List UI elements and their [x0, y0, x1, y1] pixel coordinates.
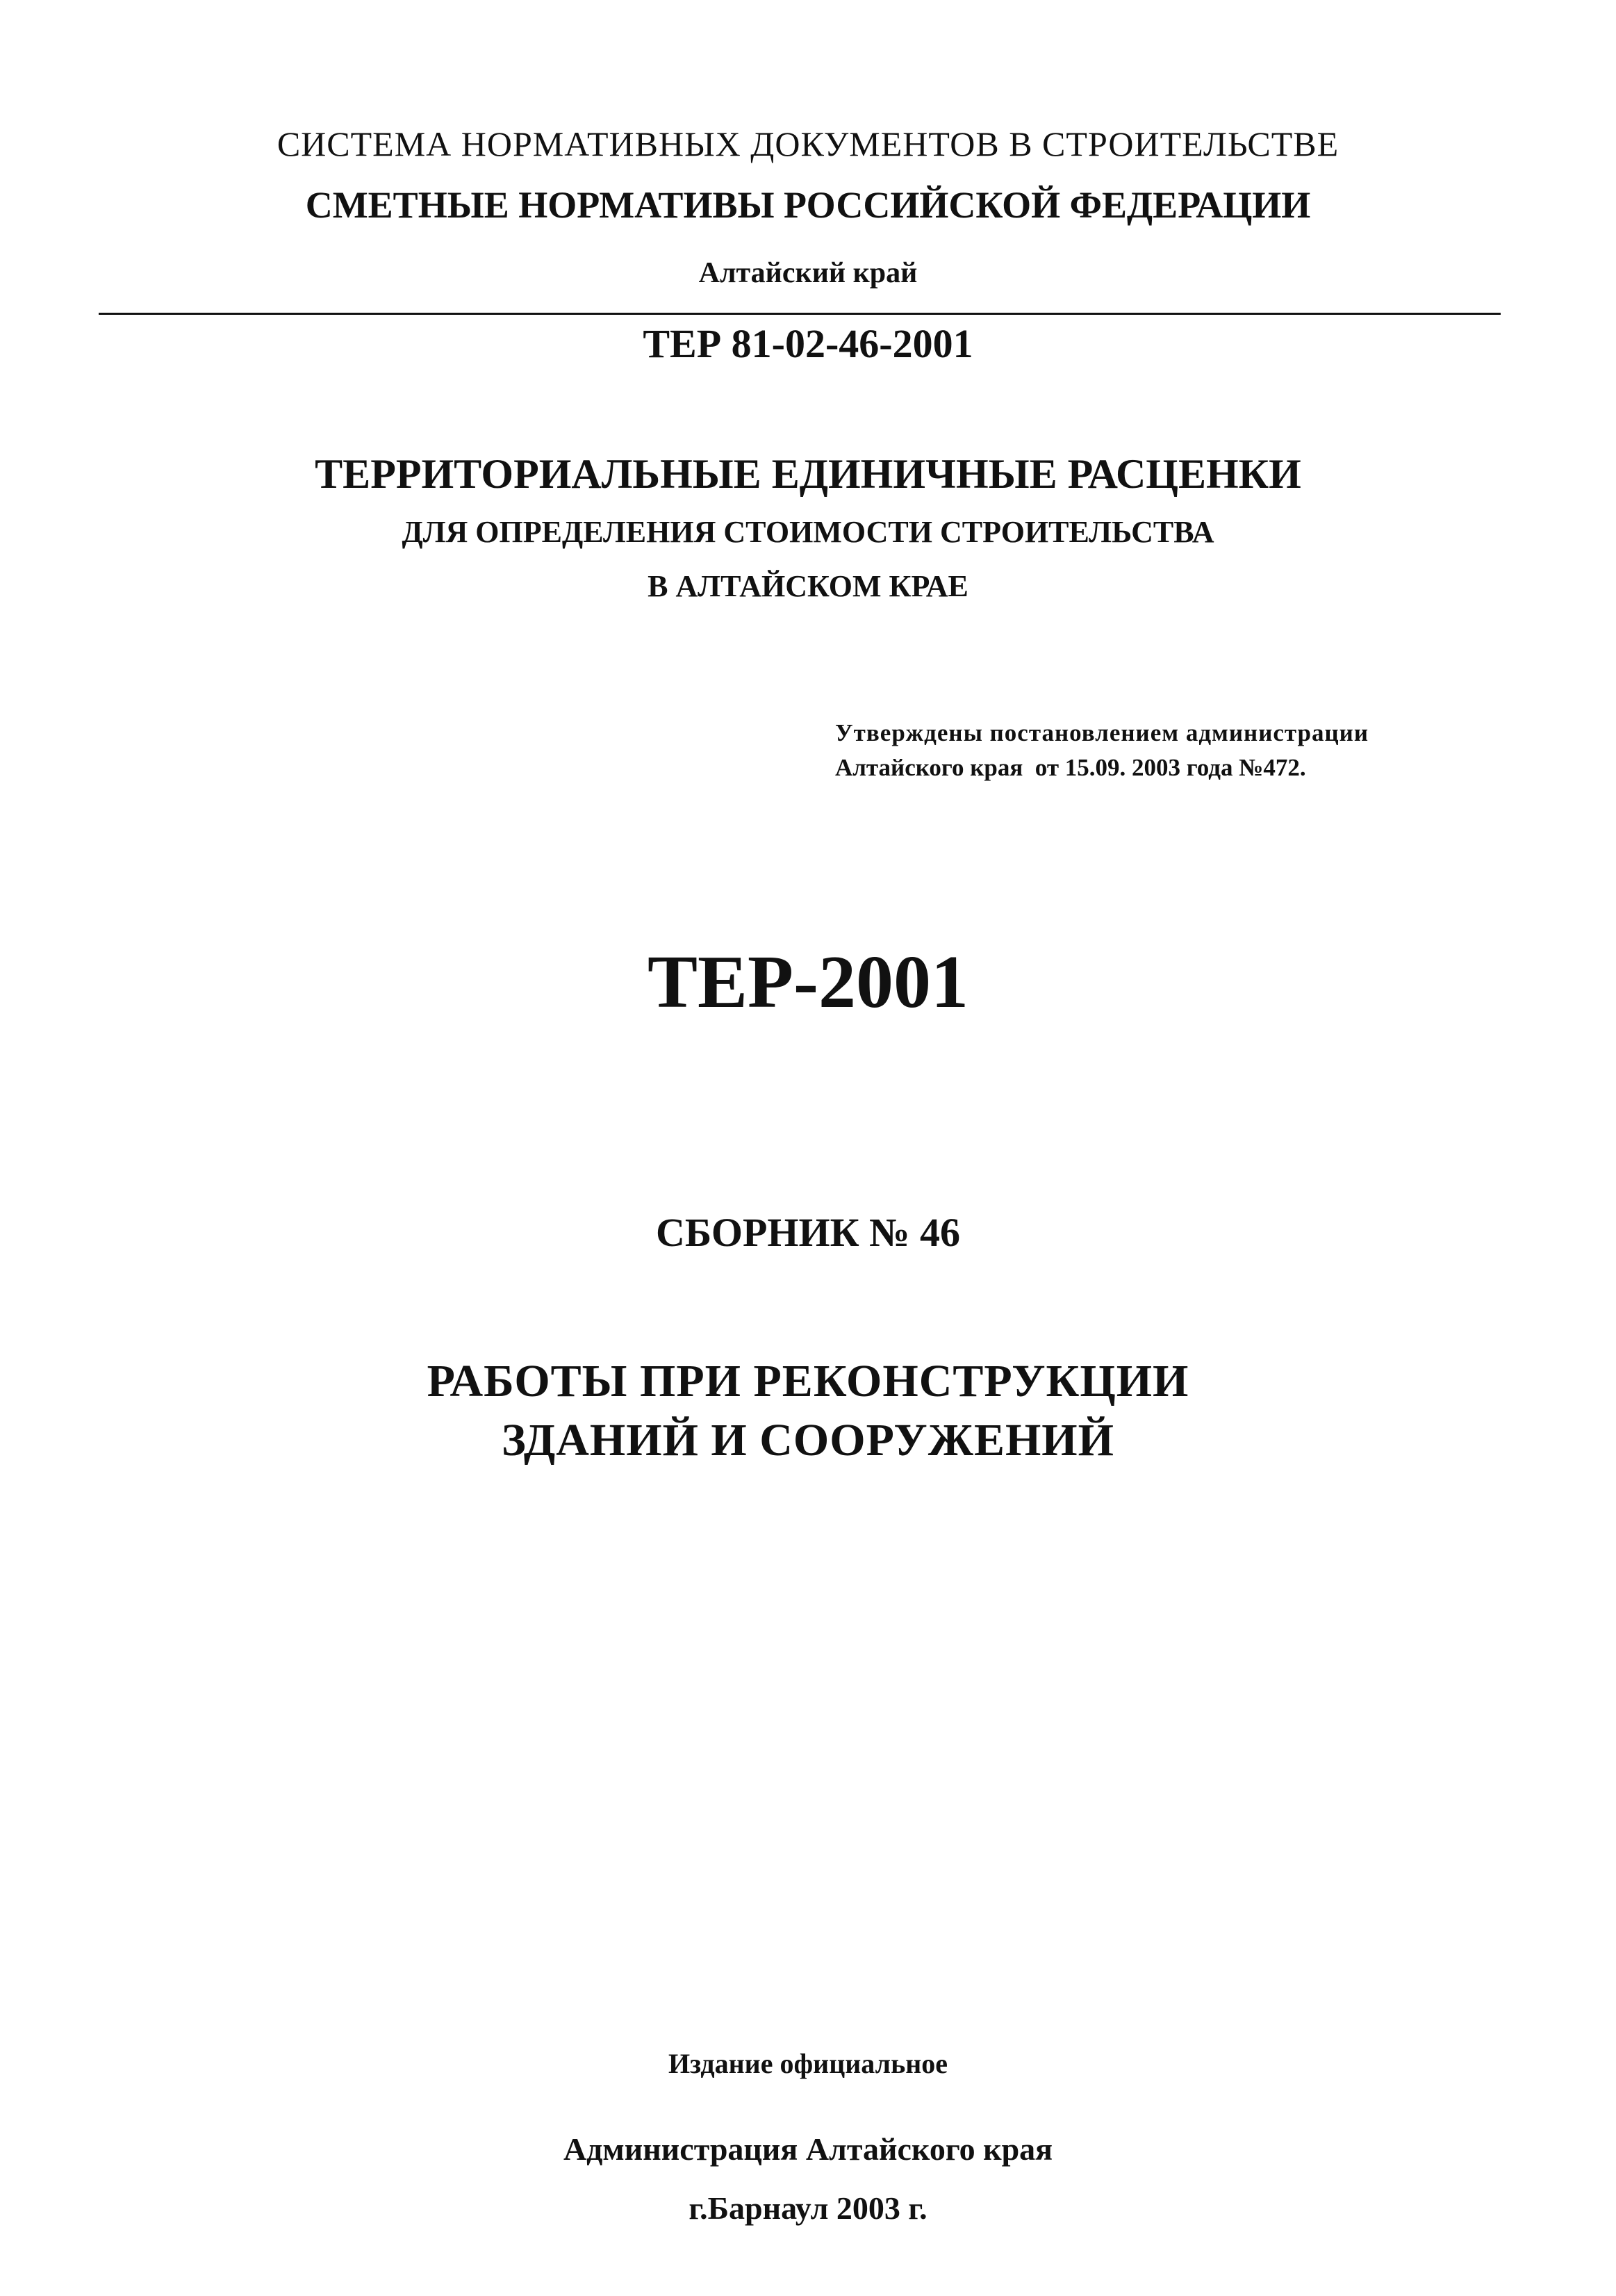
- document-title: ТЕРРИТОРИАЛЬНЫЕ ЕДИНИЧНЫЕ РАСЦЕНКИ: [315, 451, 1301, 497]
- subject-line-1: РАБОТЫ ПРИ РЕКОНСТРУКЦИИ: [427, 1356, 1189, 1407]
- publisher: Администрация Алтайского края: [563, 2131, 1053, 2167]
- document-code: ТЕР 81-02-46-2001: [643, 321, 973, 366]
- approval-line-1: Утверждены постановлением администрации: [835, 719, 1369, 746]
- short-code: ТЕР-2001: [647, 941, 968, 1024]
- edition-label: Издание официальное: [668, 2048, 948, 2079]
- city-year: г.Барнаул 2003 г.: [689, 2190, 927, 2226]
- title-line-2: ДЛЯ ОПРЕДЕЛЕНИЯ СТОИМОСТИ СТРОИТЕЛЬСТВА: [402, 515, 1214, 549]
- title-line-3: В АЛТАЙСКОМ КРАЕ: [648, 569, 968, 603]
- approval-line-2: Алтайского края от 15.09. 2003 года №472.: [835, 754, 1306, 781]
- norms-heading: СМЕТНЫЕ НОРМАТИВЫ РОССИЙСКОЙ ФЕДЕРАЦИИ: [305, 184, 1311, 226]
- subject-line-2: ЗДАНИЙ И СООРУЖЕНИЙ: [502, 1415, 1114, 1466]
- region-label: Алтайский край: [698, 257, 918, 289]
- collection-number: СБОРНИК № 46: [656, 1210, 960, 1255]
- header-divider: [99, 313, 1501, 315]
- approval-note: [835, 716, 1369, 785]
- system-heading: СИСТЕМА НОРМАТИВНЫХ ДОКУМЕНТОВ В СТРОИТЕЛЬСТВЕ: [277, 124, 1339, 163]
